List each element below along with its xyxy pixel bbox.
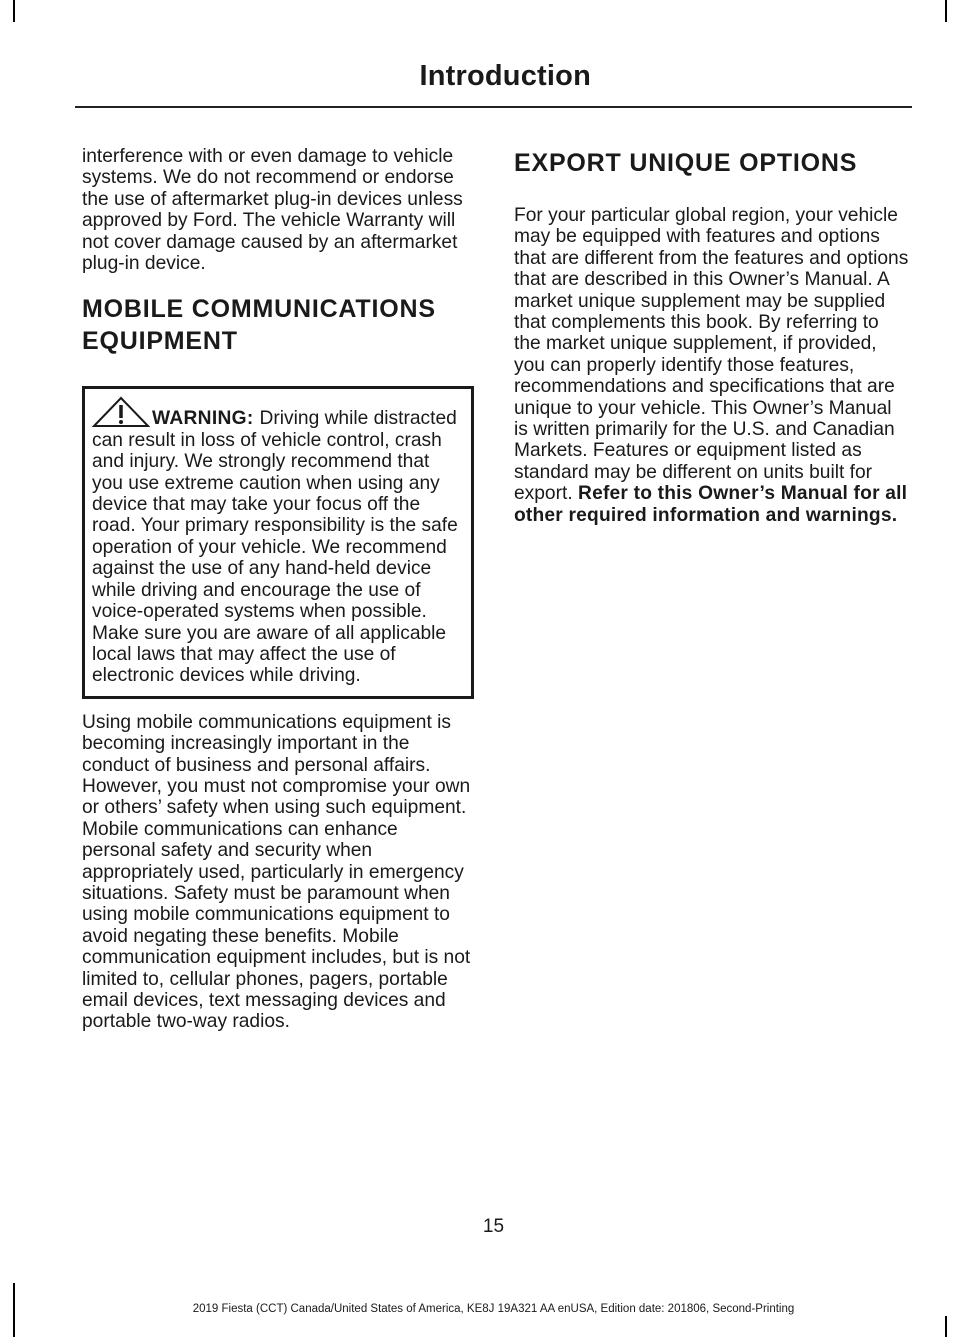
export-unique-options-heading: EXPORT UNIQUE OPTIONS <box>514 149 858 177</box>
heading-line-2: EQUIPMENT <box>82 327 238 356</box>
warning-box <box>82 386 474 698</box>
page-number: 15 <box>482 1216 505 1237</box>
right-column <box>514 146 910 526</box>
intro-paragraph: interference with or even damage to vehicle systems. We do not recommend or endorse the use of aftermarket plug-in devices unless approved by Ford. The vehicle Warranty will not cover damage caused by an aftermarket plug-in device. <box>82 146 463 275</box>
crop-mark-bottom-right <box>945 1316 947 1337</box>
left-column <box>82 146 474 1033</box>
crop-mark-top-right <box>945 0 947 22</box>
heading-line-1: MOBILE COMMUNICATIONS <box>82 295 436 324</box>
edition-line: 2019 Fiesta (CCT) Canada/United States of America, KE8J 19A321 AA enUSA, Edition date: 201806, Second-Printing <box>192 1303 795 1315</box>
mobile-communications-heading <box>82 294 474 357</box>
warning-label: WARNING: <box>152 408 254 430</box>
export-paragraph-bold: Refer to this Owner’s Manual for all other required information and warnings. <box>514 483 908 526</box>
mobile-communications-paragraph: Using mobile communications equipment is becoming increasingly important in the conduct of business and personal affairs. However, you must not compromise your own or others’ safety when using such equipment. Mobile communications can enhance personal safety and security when appropriately used, particularly in emergency situations. Safety must be paramount when using mobile communications equipment to avoid negating these benefits. Mobile communication equipment includes, but is not limited to, cellular phones, pagers, portable email devices, text messaging devices and portable two-way radios. <box>82 711 471 1033</box>
export-paragraph-text: For your particular global region, your vehicle may be equipped with features and options that are different from the features and options that are described in this Owner’s Manual. A market unique supplement may be supplied that complements this book. By referring to the market unique supplement, if provided, you can properly identify those features, recommendations and specifications that are unique to your vehicle. This Owner’s Manual is written primarily for the U.S. and Canadian Markets. Features or equipment listed as standard may be different on units built for export. <box>514 205 909 505</box>
crop-mark-top-left <box>13 0 15 22</box>
header-rule <box>75 106 912 108</box>
warning-triangle-icon <box>92 396 150 428</box>
page-title: Introduction <box>419 60 591 92</box>
export-paragraph <box>514 205 910 526</box>
warning-text: Driving while distracted can result in loss of vehicle control, crash and injury. We strongly recommend that you use extreme caution when using any device that may take your focus off the road. Your primary responsibility is the safe operation of your vehicle. We recommend against the use of any hand-held device while driving and encourage the use of voice-operated systems when possible. Make sure you are aware of all applicable local laws that may affect the use of electronic devices while driving. <box>92 408 458 687</box>
